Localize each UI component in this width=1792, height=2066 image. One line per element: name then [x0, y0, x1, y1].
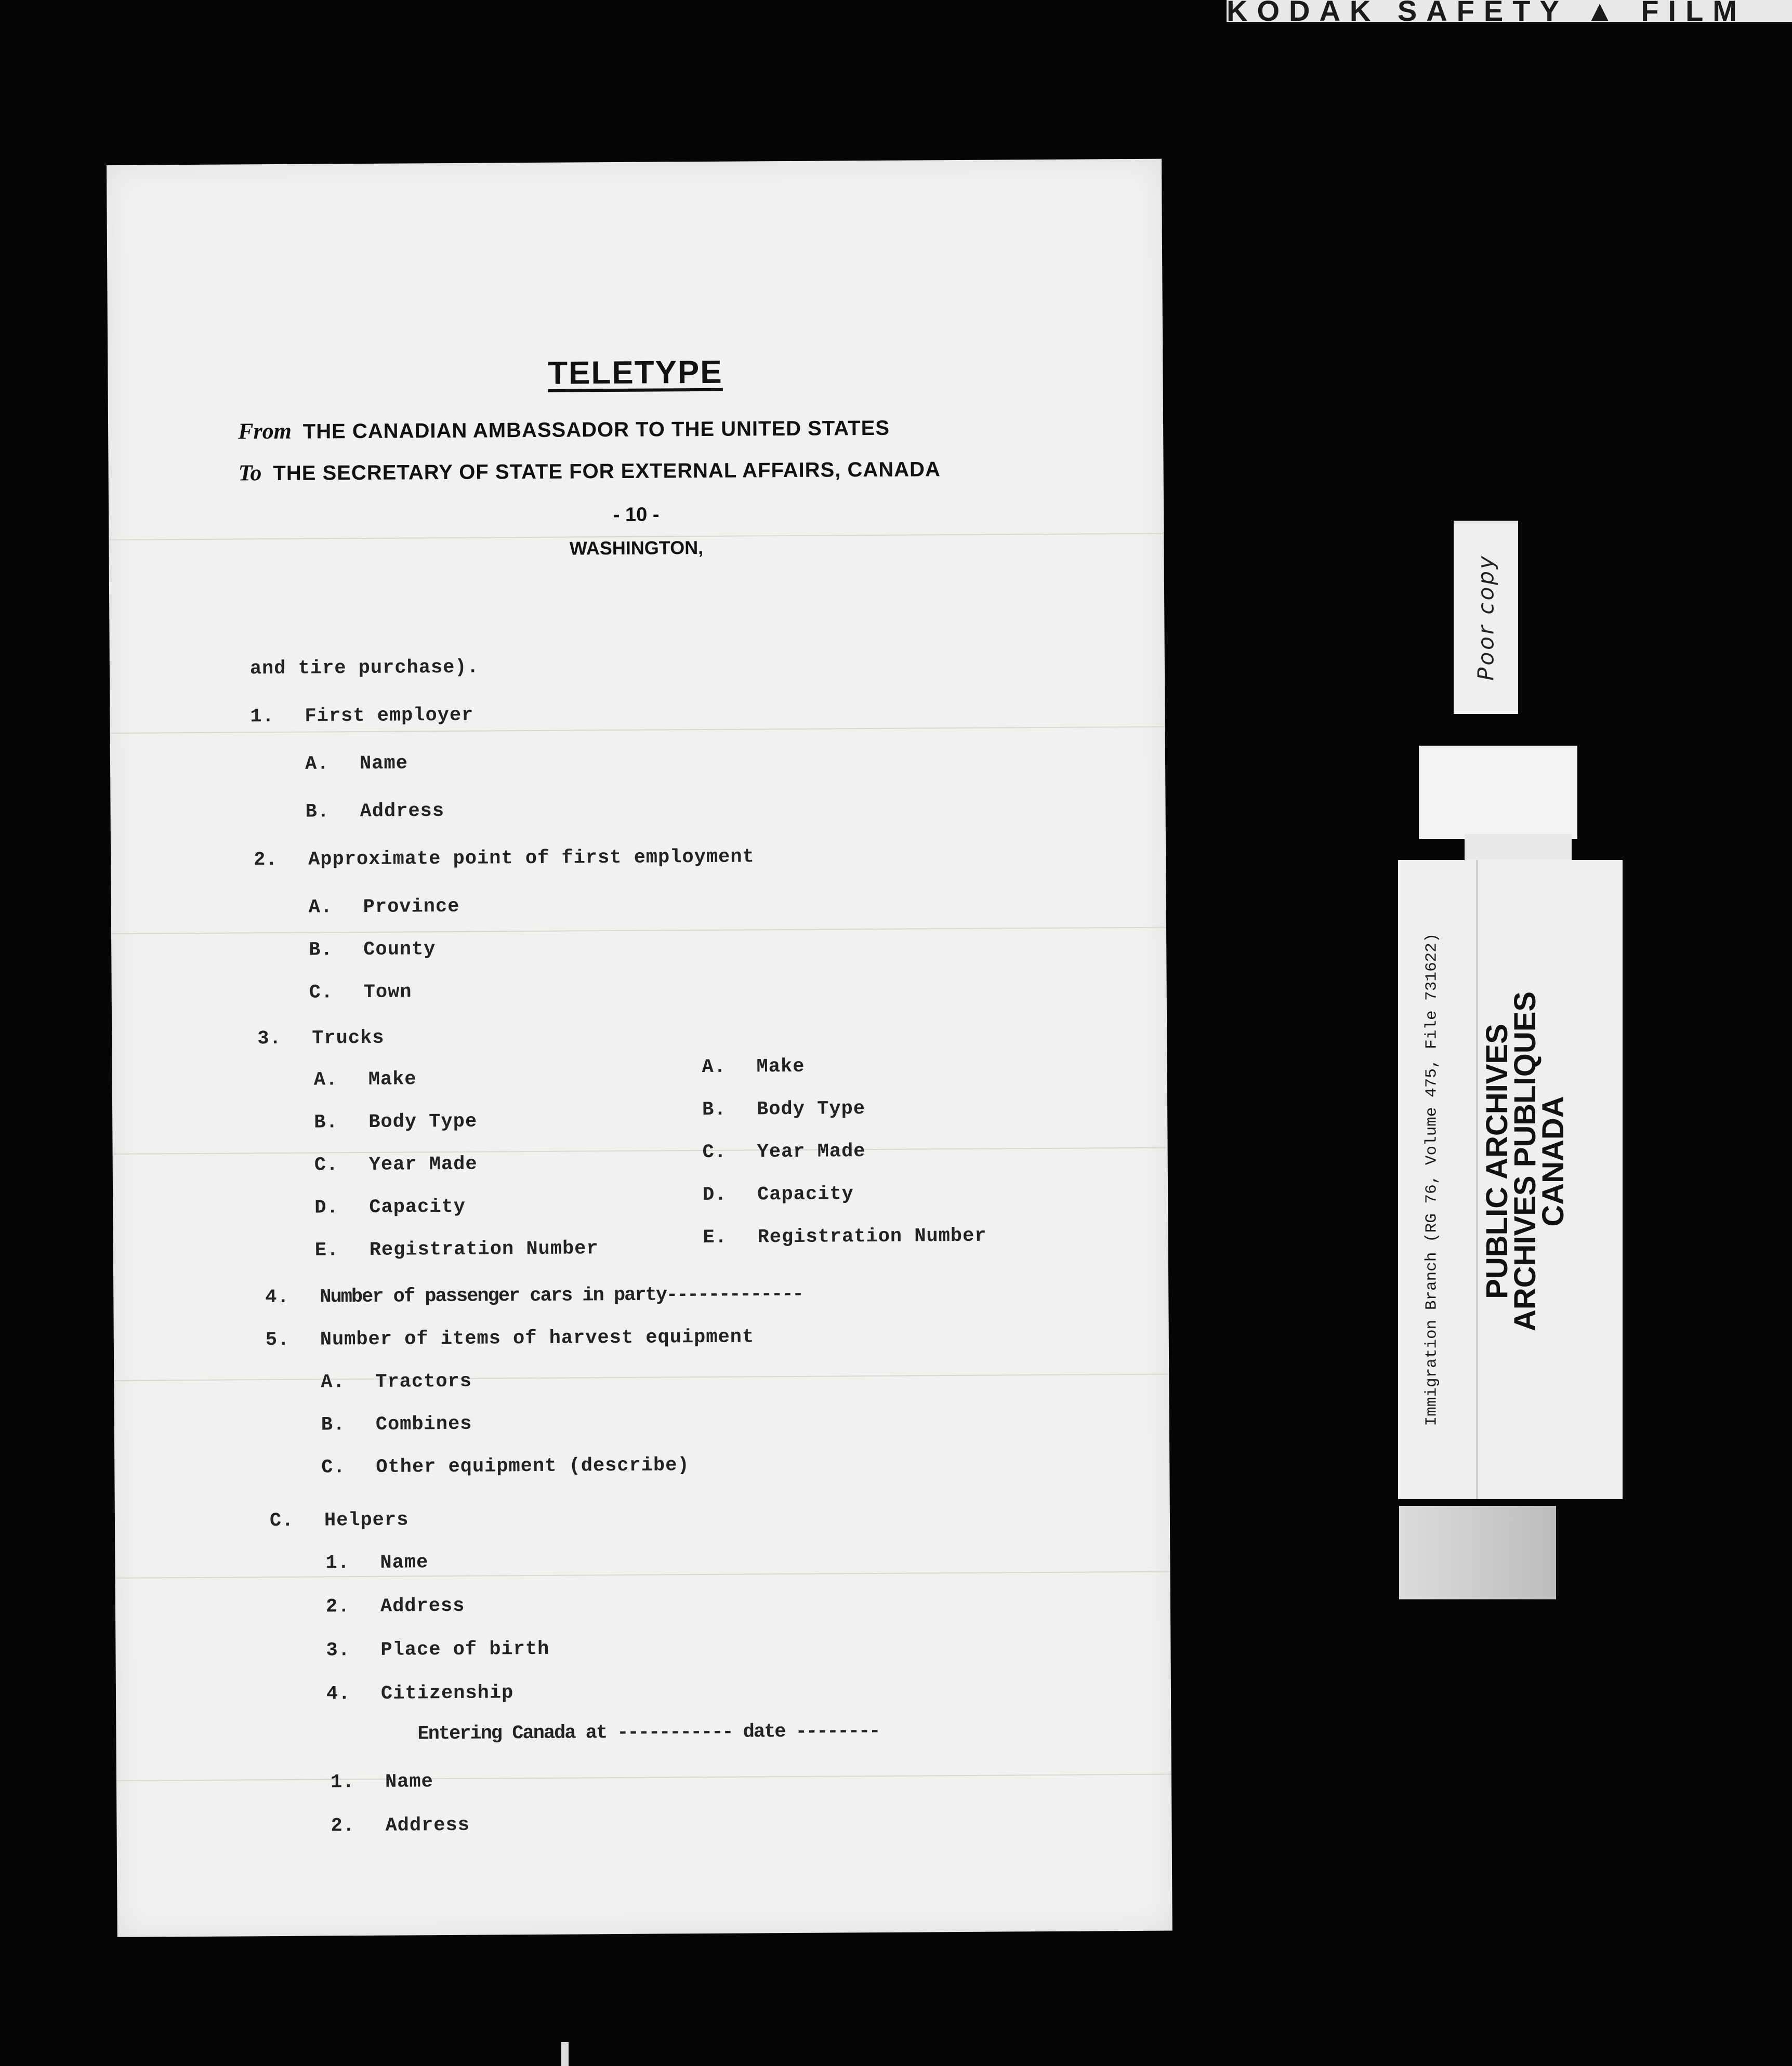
truck-field: E. Registration Number: [703, 1225, 987, 1249]
document-title: TELETYPE: [548, 354, 723, 391]
label-tab-bottom: [1399, 1506, 1556, 1599]
poor-copy-slip: [1454, 521, 1518, 714]
continuation-line: and tire purchase).: [249, 656, 479, 680]
list-item: 4. Number of passenger cars in party-------------: [265, 1283, 803, 1309]
label-tab-top-fold: [1465, 834, 1572, 863]
to-line: [238, 455, 941, 486]
list-item: 2. Approximate point of first employment: [254, 846, 755, 871]
entry-line: Entering Canada at ----------- date --------: [417, 1720, 880, 1745]
archive-reference: Immigration Branch (RG 76, Volume 475, File 731622): [1422, 933, 1441, 1426]
film-artifact: [561, 2042, 569, 2066]
from-line: [238, 414, 890, 445]
truck-field: C. Year Made: [314, 1153, 478, 1176]
list-item: B. Address: [305, 800, 445, 823]
label-tab-top: [1419, 746, 1577, 839]
list-item: 5. Number of items of harvest equipment: [265, 1326, 755, 1352]
truck-field: D. Capacity: [314, 1196, 466, 1219]
list-item: A. Name: [305, 752, 409, 775]
truck-field: E. Registration Number: [314, 1238, 599, 1262]
list-item: 1. Name: [325, 1552, 429, 1574]
list-item: 1. Name: [330, 1771, 433, 1794]
from-value: THE CANADIAN AMBASSADOR TO THE UNITED STATES: [302, 416, 890, 443]
list-item: C. Helpers: [269, 1509, 409, 1532]
paper-rule: [113, 1147, 1168, 1155]
list-item: C. Town: [309, 981, 412, 1004]
truck-field: D. Capacity: [703, 1183, 854, 1207]
list-item: B. Combines: [321, 1413, 472, 1436]
list-item: 3. Trucks: [257, 1027, 385, 1050]
paper-rule: [115, 1571, 1170, 1579]
list-item: 1. First employer: [250, 704, 474, 728]
list-item: A. Tractors: [321, 1370, 472, 1394]
film-edge-marking: KODAK SAFETY ▲ FILM: [1227, 0, 1792, 22]
poor-copy-note: Poor copy: [1473, 554, 1499, 681]
list-item: B. County: [309, 938, 436, 961]
teletype-page: [107, 159, 1172, 1937]
archive-name-line-2: ARCHIVES PUBLIQUES: [1508, 991, 1542, 1332]
paper-rule: [111, 927, 1166, 934]
archive-name-line-1: PUBLIC ARCHIVES: [1480, 1024, 1514, 1299]
list-item: C. Other equipment (describe): [321, 1454, 690, 1479]
list-item: A. Province: [308, 895, 460, 919]
list-item: 2. Address: [325, 1595, 465, 1618]
truck-field: A. Make: [702, 1055, 805, 1079]
list-item: 3. Place of birth: [326, 1638, 550, 1662]
truck-field: C. Year Made: [702, 1141, 866, 1164]
page-number: - 10 -: [613, 504, 660, 526]
truck-field: B. Body Type: [314, 1110, 478, 1134]
place-line: WASHINGTON,: [569, 537, 704, 559]
from-label: From: [238, 418, 292, 444]
archive-name-line-3: CANADA: [1536, 1096, 1570, 1227]
truck-field: B. Body Type: [702, 1098, 866, 1121]
list-item: 4. Citizenship: [326, 1682, 514, 1705]
to-label: To: [238, 460, 262, 486]
paper-rule: [116, 1774, 1171, 1781]
truck-field: A. Make: [313, 1068, 417, 1091]
paper-rule: [114, 1374, 1169, 1381]
to-value: THE SECRETARY OF STATE FOR EXTERNAL AFFAIRS, CANADA: [273, 458, 941, 485]
label-fold-line: [1476, 860, 1478, 1499]
list-item: 2. Address: [331, 1814, 470, 1837]
archive-name: [1480, 991, 1570, 1332]
